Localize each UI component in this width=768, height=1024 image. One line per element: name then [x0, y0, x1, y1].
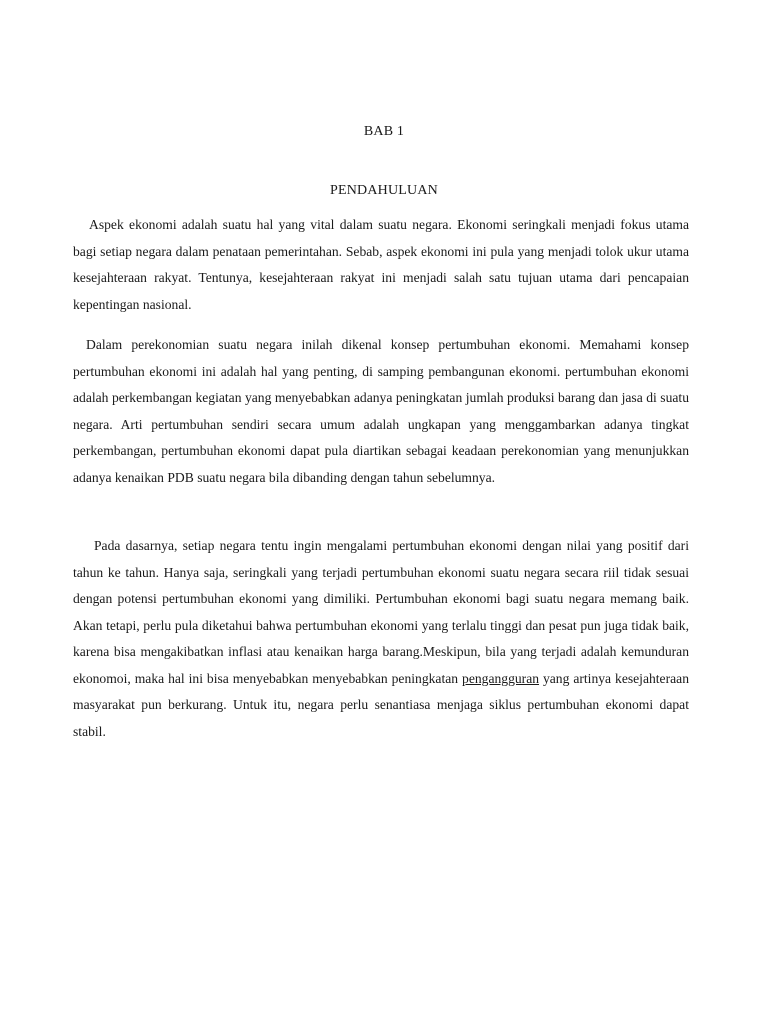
paragraph-3-text-before: Pada dasarnya, setiap negara tentu ingin mengalami pertumbuhan ekonomi dengan nilai yang positif dari tahun ke tahun. Hanya saja, seringkali yang terjadi pertumbuhan ekonomi suatu negara secara riil tidak sesuai dengan potensi pertumbuhan ekonomi yang dimiliki. Pertumbuhan ekonomi bagi suatu negara memang baik. Akan tetapi, perlu pula diketahui bahwa pertumbuhan ekonomi yang terlalu tinggi dan pesat pun juga tidak baik, karena bisa mengakibatkan inflasi atau kenaikan harga barang.Meskipun, bila yang terjadi adalah kemunduran ekonomoi, maka hal ini bisa menyebabkan menyebabkan peningkatan [73, 538, 689, 686]
chapter-heading: BAB 1 [363, 124, 405, 139]
paragraph-1: Aspek ekonomi adalah suatu hal yang vital dalam suatu negara. Ekonomi seringkali menjadi fokus utama bagi setiap negara dalam penataan pemerintahan. Sebab, aspek ekonomi ini pula yang menjadi tolok ukur utama kesejahteraan rakyat. Tentunya, kesejahteraan rakyat ini menjadi salah satu tujuan utama dari pencapaian kepentingan nasional. [73, 217, 689, 312]
paragraph-2: Dalam perekonomian suatu negara inilah dikenal konsep pertumbuhan ekonomi. Memahami konsep pertumbuhan ekonomi ini adalah hal yang penting, di samping pembangunan ekonomi. pertumbuhan ekonomi adalah perkembangan kegiatan yang menyebabkan adanya peningkatan jumlah produksi barang dan jasa di suatu negara. Arti pertumbuhan sendiri secara umum adalah ungkapan yang menggambarkan adanya tingkat perkembangan, pertumbuhan ekonomi dapat pula diartikan sebagai keadaan perekonomian yang menunjukkan adanya kenaikan PDB suatu negara bila dibanding dengan tahun sebelumnya. [73, 337, 689, 485]
paragraph-3 [73, 533, 689, 745]
paragraph-3-text-after: yang artinya kesejahteraan masyarakat pun berkurang. Untuk itu, negara perlu senantiasa menjaga siklus pertumbuhan ekonomi dapat stabil. [73, 670, 689, 739]
pengangguran-link[interactable]: pengangguran [462, 670, 540, 686]
chapter-title: PENDAHULUAN [330, 183, 438, 198]
